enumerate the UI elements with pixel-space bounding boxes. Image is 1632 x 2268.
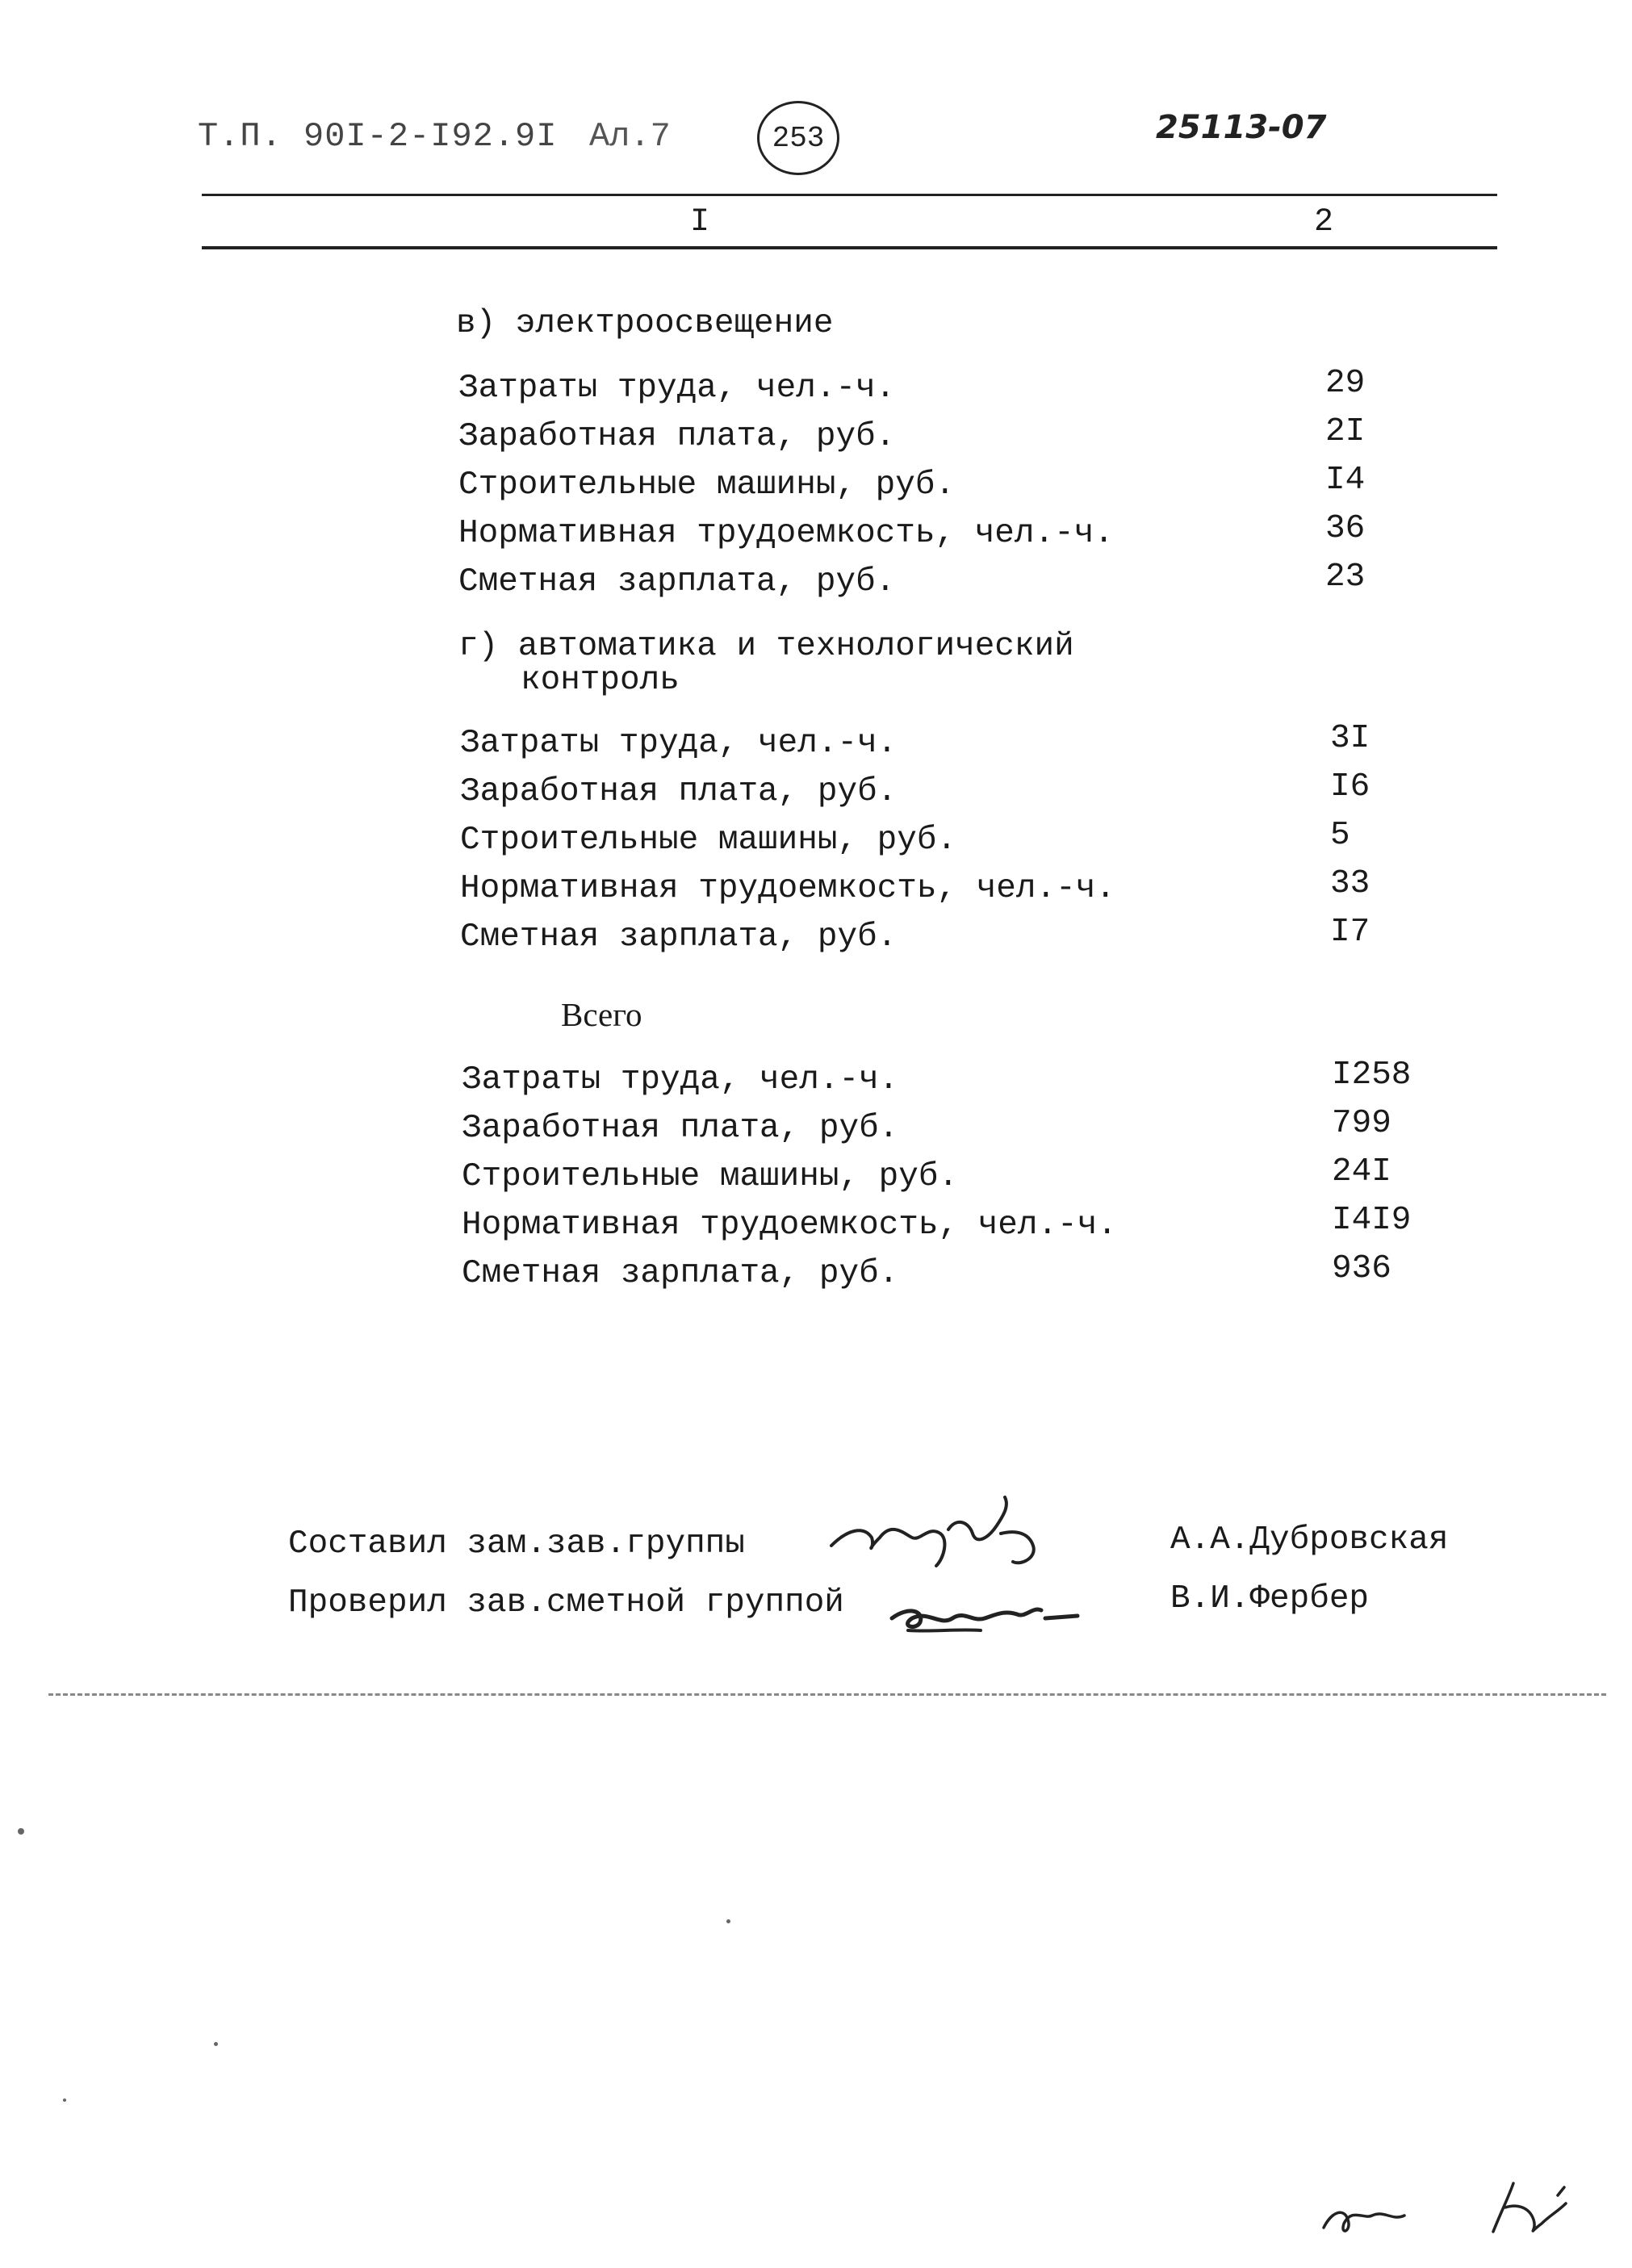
row-value: I4I9 <box>1332 1202 1412 1239</box>
header-rule-top <box>202 194 1497 196</box>
row-value: 29 <box>1325 365 1366 402</box>
compiled-by-label: Составил зам.зав.группы <box>288 1525 745 1563</box>
row-label: Нормативная трудоемкость, чел.-ч. <box>460 870 1115 907</box>
row-label: Строительные машины, руб. <box>462 1158 959 1195</box>
row-label: Сметная зарплата, руб. <box>458 563 896 600</box>
row-label: Заработная плата, руб. <box>460 773 898 810</box>
scan-speck <box>726 1919 730 1923</box>
row-label: Затраты труда, чел.-ч. <box>458 370 896 407</box>
row-label: Строительные машины, руб. <box>460 822 957 859</box>
row-value: 33 <box>1330 865 1370 902</box>
header-rule-bottom <box>202 246 1497 249</box>
row-value: 5 <box>1330 817 1350 854</box>
section-title: г) автоматика и технологический <box>458 628 1074 665</box>
row-label: Заработная плата, руб. <box>458 418 896 455</box>
row-label: Сметная зарплата, руб. <box>460 918 898 956</box>
row-value: 24I <box>1332 1153 1391 1190</box>
row-label: Нормативная трудоемкость, чел.-ч. <box>458 515 1114 552</box>
row-value: I4 <box>1325 462 1366 499</box>
checked-by-label: Проверил зав.сметной группой <box>288 1584 844 1621</box>
page-number: 253 <box>772 121 825 155</box>
row-value: I7 <box>1330 914 1370 951</box>
row-label: Сметная зарплата, руб. <box>462 1255 899 1292</box>
section-title-continued: контроль <box>521 662 680 699</box>
row-value: 799 <box>1332 1105 1391 1142</box>
scan-speck <box>63 2099 66 2102</box>
row-label: Затраты труда, чел.-ч. <box>462 1061 899 1098</box>
row-value: 2I <box>1325 413 1366 450</box>
scan-speck <box>214 2042 218 2046</box>
checked-by-name: В.И.Фербер <box>1170 1580 1370 1617</box>
row-label: Строительные машины, руб. <box>458 467 956 504</box>
row-value: I6 <box>1330 768 1370 806</box>
signature-compiled <box>815 1489 1057 1578</box>
row-value: I258 <box>1332 1057 1412 1094</box>
row-value: 36 <box>1325 510 1366 547</box>
row-value: 23 <box>1325 559 1366 596</box>
row-value: 936 <box>1332 1250 1391 1287</box>
section-title: в) электроосвещение <box>456 305 834 342</box>
archive-number: 25113-07 <box>1156 109 1327 146</box>
page-number-circle <box>757 101 839 175</box>
signature-checked <box>884 1582 1094 1647</box>
total-title: Всего <box>561 996 642 1033</box>
row-label: Затраты труда, чел.-ч. <box>460 725 898 762</box>
row-label: Нормативная трудоемкость, чел.-ч. <box>462 1207 1117 1244</box>
row-label: Заработная плата, руб. <box>462 1110 899 1147</box>
column-1-label: I <box>690 204 710 241</box>
scan-speck <box>18 1828 24 1835</box>
compiled-by-name: А.А.Дубровская <box>1170 1521 1449 1559</box>
sheet-label: Ал.7 <box>589 117 671 156</box>
document-code: Т.П. 90I-2-I92.9I <box>198 117 558 156</box>
column-2-label: 2 <box>1314 204 1334 241</box>
initials-bottom-right <box>1308 2171 1598 2252</box>
row-value: 3I <box>1330 720 1370 757</box>
page-divider <box>48 1693 1606 1696</box>
